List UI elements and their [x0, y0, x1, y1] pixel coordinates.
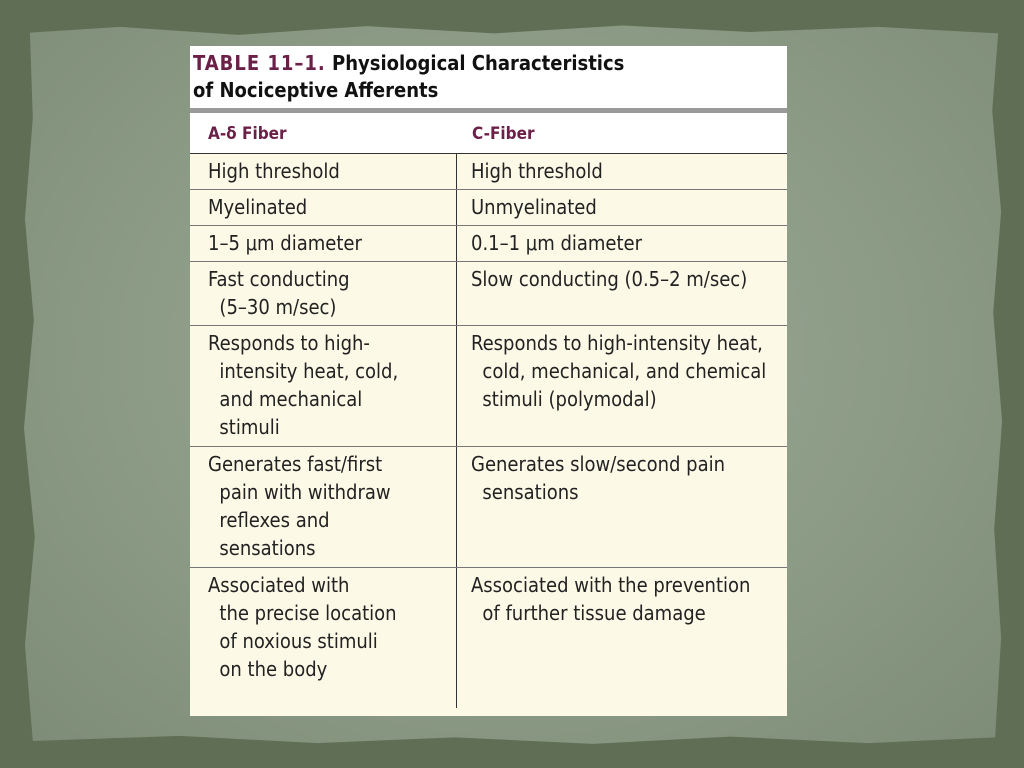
- table-number: TABLE 11–1.: [193, 51, 326, 75]
- table-row: [190, 190, 787, 226]
- column-header-c-fiber: C-Fiber: [472, 124, 535, 144]
- cell-a-delta: High threshold: [190, 154, 457, 189]
- cell-c-fiber: Unmyelinated: [471, 195, 597, 219]
- cell-a-delta: Responds to high- intensity heat, cold, and mechanical stimuli: [190, 326, 457, 446]
- table-header-row: [190, 113, 787, 154]
- cell-a-delta: Myelinated: [190, 190, 457, 225]
- cell-c-fiber: Responds to high-intensity heat, cold, mechanical, and chemical stimuli (polymodal): [471, 331, 767, 411]
- characteristics-table: [190, 46, 787, 716]
- table-title-line1: Physiological Characteristics: [325, 51, 625, 75]
- cell-a-delta: Fast conducting (5–30 m/sec): [190, 262, 457, 325]
- table-row: [190, 226, 787, 262]
- cell-c-fiber: 0.1–1 μm diameter: [471, 231, 643, 255]
- column-header-a-delta: A-δ Fiber: [208, 124, 287, 144]
- table-title-line2: of Nociceptive Afferents: [193, 78, 439, 102]
- table-body: [190, 154, 787, 708]
- cell-c-fiber: High threshold: [471, 159, 603, 183]
- table-row: [190, 326, 787, 447]
- table-row: [190, 154, 787, 190]
- table-caption: [190, 46, 787, 108]
- cell-a-delta: 1–5 μm diameter: [190, 226, 457, 261]
- cell-a-delta: Associated with the precise location of noxious stimuli on the body: [190, 568, 457, 708]
- cell-c-fiber: Generates slow/second pain sensations: [471, 452, 726, 504]
- table-row: [190, 568, 787, 708]
- cell-a-delta: Generates fast/first pain with withdraw reflexes and sensations: [190, 447, 457, 567]
- cell-c-fiber: Associated with the prevention of further tissue damage: [471, 573, 751, 625]
- table-row: [190, 262, 787, 326]
- table-row: [190, 447, 787, 568]
- cell-c-fiber: Slow conducting (0.5–2 m/sec): [471, 267, 748, 291]
